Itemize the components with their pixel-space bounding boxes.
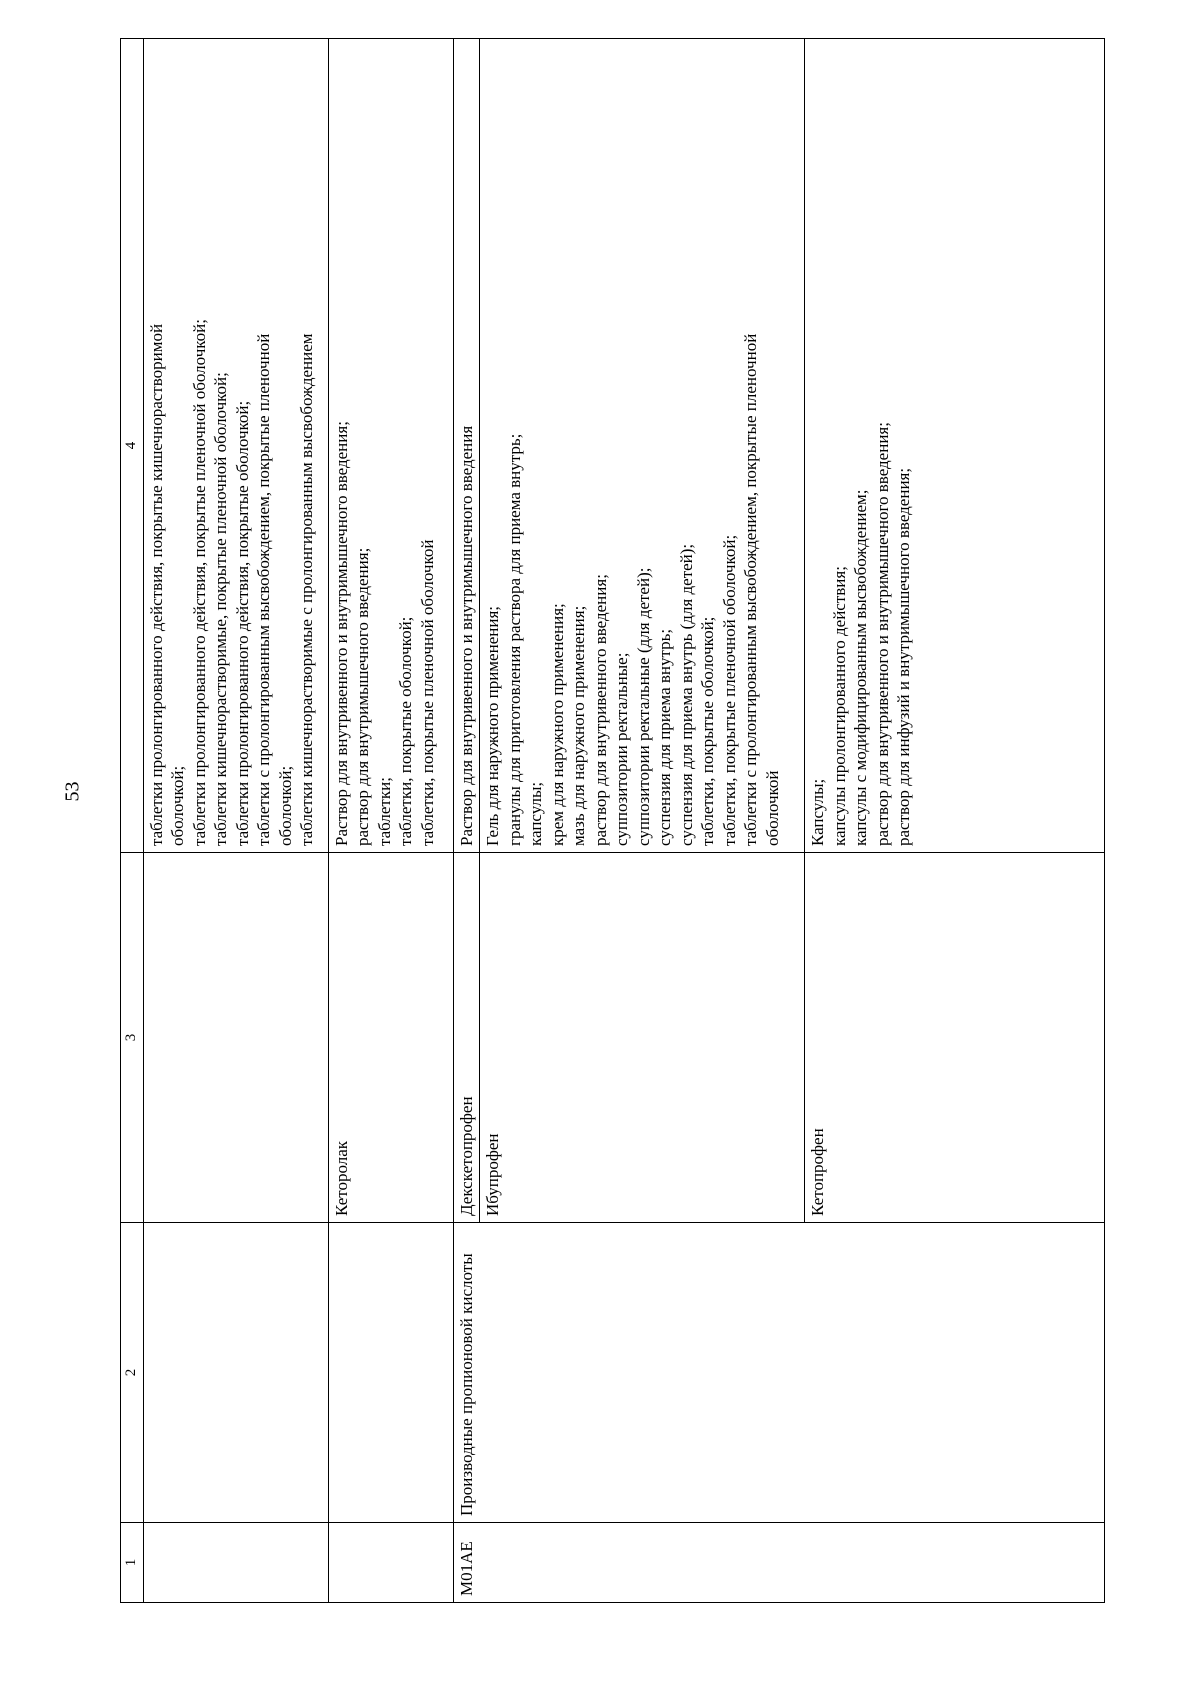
group-cell	[143, 1223, 328, 1523]
form-line: таблетки, покрытые пленочной оболочкой	[417, 539, 437, 846]
table-row	[328, 39, 453, 1603]
form-line: гранулы для приготовления раствора для приема внутрь;	[504, 433, 524, 846]
form-line: таблетки, покрытые оболочкой;	[698, 616, 717, 846]
form-line: Раствор для внутривенного и внутримышечного введения;	[331, 421, 351, 846]
form-line: таблетки, покрытые пленочной оболочкой;	[719, 534, 739, 846]
form-line: раствор для инфузий и внутримышечного введения;	[894, 467, 913, 846]
form-line: раствор для внутривенного и внутримышечного введения;	[872, 422, 892, 846]
form-line: суспензия для приема внутрь (для детей);	[676, 543, 696, 846]
form-line: таблетки с пролонгированным высвобождением, покрытые пленочной	[254, 333, 273, 846]
page-number: 53	[61, 781, 84, 802]
header-col-2: 2	[121, 1223, 144, 1523]
form-line: капсулы пролонгированного действия;	[829, 566, 849, 846]
form-line: суппозитории ректальные (для детей);	[633, 567, 653, 846]
table-row	[453, 39, 480, 1603]
header-col-4: 4	[121, 39, 144, 853]
drug-cell	[143, 853, 328, 1223]
forms-cell	[143, 39, 328, 853]
rotated-table-container	[120, 38, 1200, 1596]
table-row	[143, 39, 328, 1603]
header-col-1: 1	[121, 1523, 144, 1603]
forms-cell	[328, 39, 453, 853]
form-line: оболочкой;	[168, 765, 187, 846]
form-line: таблетки, покрытые оболочкой;	[396, 616, 415, 846]
form-line: Капсулы;	[808, 778, 827, 846]
form-line: таблетки кишечнорастворимые, покрытые пленочной оболочкой;	[211, 372, 230, 846]
form-line: таблетки с пролонгированным высвобождением, покрытые пленочной	[741, 333, 760, 846]
form-line: суспензия для приема внутрь;	[655, 628, 674, 846]
form-line: суппозитории ректальные;	[612, 652, 631, 846]
form-line: крем для наружного применения;	[547, 603, 567, 846]
header-col-3: 3	[121, 853, 144, 1223]
forms-cell	[805, 39, 1105, 853]
forms-cell	[480, 39, 805, 853]
form-line: раствор для внутримышечного введения;	[353, 547, 372, 846]
group-cell: Производные пропионовой кислоты	[453, 1223, 1105, 1523]
form-line: раствор для внутривенного введения;	[590, 574, 610, 846]
form-line: оболочкой	[762, 770, 782, 846]
atc-code-cell	[328, 1523, 453, 1603]
drug-cell: Кетопрофен	[805, 853, 1105, 1223]
form-line: оболочкой;	[275, 765, 295, 846]
form-line: таблетки пролонгированного действия, покрытые оболочкой;	[232, 400, 252, 846]
form-line: таблетки;	[374, 777, 394, 846]
group-cell	[328, 1223, 453, 1523]
form-line: капсулы с модифицированным высвобождением;	[851, 489, 870, 846]
atc-code-cell	[143, 1523, 328, 1603]
forms-cell	[453, 39, 480, 853]
drug-cell: Ибупрофен	[480, 853, 805, 1223]
rotated-table-frame	[120, 38, 1105, 1603]
drug-cell: Декскетопрофен	[453, 853, 480, 1223]
atc-code-cell: M01AE	[453, 1523, 1105, 1603]
form-line: капсулы;	[526, 781, 545, 846]
form-line: Раствор для внутривенного и внутримышечного введения	[456, 425, 476, 846]
form-line: таблетки пролонгированного действия, покрытые пленочной оболочкой;	[189, 319, 209, 846]
form-line: мазь для наружного применения;	[569, 605, 588, 846]
drug-cell: Кеторолак	[328, 853, 453, 1223]
form-line: Гель для наружного применения;	[483, 606, 502, 846]
form-line: таблетки кишечнорастворимые с пролонгированным высвобождением	[297, 333, 316, 846]
form-line: таблетки пролонгированного действия, покрытые кишечнорастворимой	[146, 323, 166, 846]
drug-table	[120, 38, 1105, 1603]
table-header-row	[121, 39, 144, 1603]
